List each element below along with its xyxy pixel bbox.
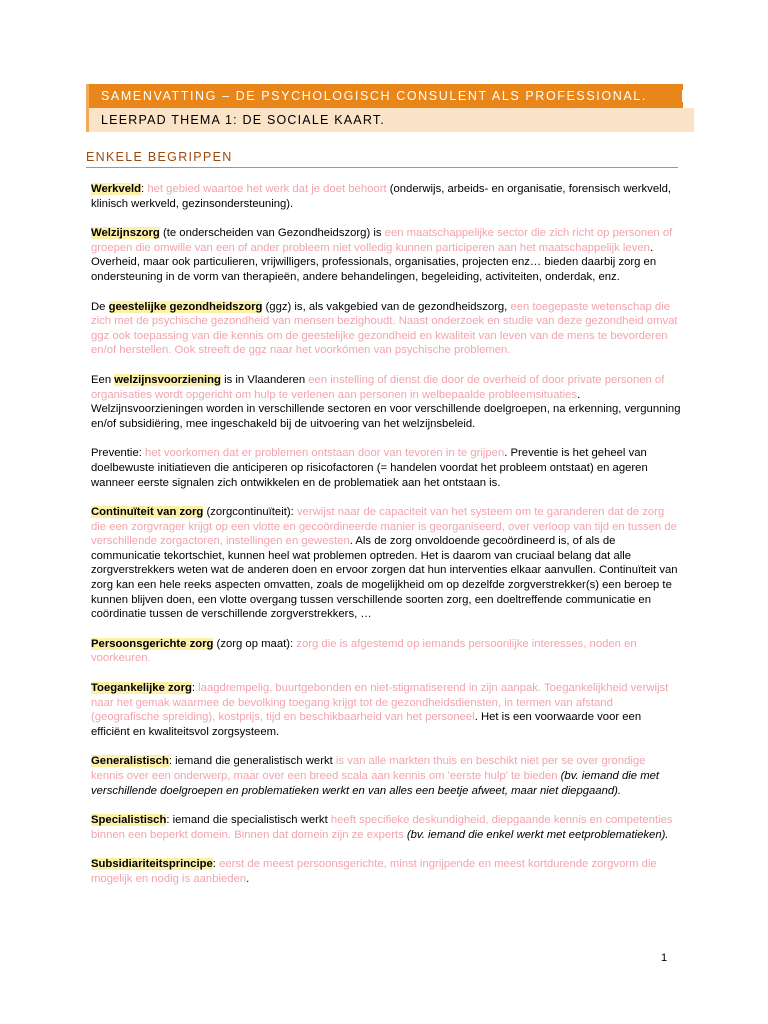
definition-ggz: een toegepaste wetenschap die zich met de psychische gezondheid van mensen bezighoudt. Naast onderzoek en studie van deze gezondheid omvat ggz ook toepassing van die kennis om de geestelijke gezondheid en kwaliteit van leven van de mens te bevorderen en/of herstellen. Ook streeft de ggz naar het voorkómen van psychische problemen. xyxy=(91,300,678,357)
text-preventie-lead: Preventie: xyxy=(91,447,146,460)
term-welzijnsvoorziening: welzijnsvoorziening xyxy=(114,373,221,386)
document-subtitle: LEERPAD THEMA 1: DE SOCIALE KAART. xyxy=(101,113,385,127)
text-specialistisch-pre: : iemand die specialistisch werkt xyxy=(166,814,331,827)
definition-welzijnszorg: een maatschappelijke sector die zich richt op personen of groepen die omwille van een of ander probleem niet volledig kunnen participeren aan het maatschappelijk leven xyxy=(91,227,673,254)
term-toegankelijk: Toegankelijke zorg xyxy=(91,682,192,695)
text-persoonsgericht-pre: (zorg op maat): xyxy=(213,637,297,650)
example-generalistisch: (bv. iemand die met verschillende doelgroepen en problematieken werkt en van alles een beetje afweet, maar niet diepgaand). xyxy=(91,770,660,797)
text-welzijnsvoorziening-lead: Een xyxy=(91,373,115,386)
paragraph-generalistisch xyxy=(91,754,681,798)
definition-toegankelijk: laagdrempelig, buurtgebonden en niet-stigmatiserend in zijn aanpak. Toegankelijkheid verwijst naar het gemak waarmee de bevolking toegang krijgt tot de gezondheidsdiensten, in termen van afstand (geografische spreiding), kostprijs, tijd en beschikbaarheid van het personeel xyxy=(91,682,669,724)
separator: : xyxy=(212,858,220,871)
definition-welzijnsvoorziening: een instelling of dienst die door de overheid of door private personen of organisaties wordt opgericht om hulp te verlenen aan personen in welbepaalde probleemsituaties xyxy=(91,373,665,401)
document-title: SAMENVATTING – DE PSYCHOLOGISCH CONSULENT ALS PROFESSIONAL. xyxy=(101,89,647,103)
separator: : xyxy=(141,183,148,195)
definition-subsidiariteit: eerst de meest persoonsgerichte, minst ingrijpende en meest kortdurende zorgvorm die mogelijk en nodig is aanbieden xyxy=(91,858,657,885)
definition-persoonsgericht: zorg die is afgestemd op iemands persoonlijke interesses, noden en voorkeuren. xyxy=(91,637,637,665)
paragraph-subsidiariteit xyxy=(91,857,681,886)
text-welzijnszorg-pre: (te onderscheiden van Gezondheidszorg) is xyxy=(159,227,385,240)
title-bar xyxy=(86,84,682,108)
separator: : xyxy=(191,682,199,695)
text-welzijnsvoorziening-pre: is in Vlaanderen xyxy=(220,373,309,386)
page-number: 1 xyxy=(661,952,668,964)
term-subsidiariteit: Subsidiariteitsprincipe xyxy=(91,858,213,871)
text-werkveld: (onderwijs, arbeids- en organisatie, forensisch werkveld, klinisch werkveld, gezinsondersteuning). xyxy=(91,183,672,210)
term-continuiteit: Continuïteit van zorg xyxy=(91,506,204,519)
title-bar-edge xyxy=(682,84,694,108)
term-generalistisch: Generalistisch xyxy=(91,755,169,768)
definition-generalistisch: is van alle markten thuis en beschikt niet per se over grondige kennis over een onderwerp, maar over een breed scala aan kennis om 'eerste hulp' te bieden xyxy=(91,755,646,782)
text-continuiteit: . Als de zorg onvoldoende gecoördineerd is, of als de communicatie tekortschiet, kunnen heel wat problemen optreden. Het is daarom van cruciaal belang dat alle zorgverstrekkers weten wat de anderen doen en ervoor zorgen dat hun interventies elkaar aanvullen. Continuïteit van zorg kan een hele reeks aspecten omvatten, zoals de mogelijkheid om op dezelfde zorgverstrekker(s) een beroep te kunnen blijven doen, een vlotte overgang tussen verschillende soorten zorg, een doeltreffende communicatie en coördinatie tussen de verschillende zorgverstrekkers, … xyxy=(91,535,678,621)
section-heading: ENKELE BEGRIPPEN xyxy=(86,150,678,168)
paragraph-persoonsgericht xyxy=(91,637,681,666)
text-welzijnsvoorziening: . Welzijnsvoorzieningen worden in verschillende sectoren en voor verschillende doelgroepen, na erkenning, vergunning en/of subsidiëring, mee ingeschakeld bij de uitvoering van het welzijnsbeleid. xyxy=(91,388,681,430)
paragraph-ggz xyxy=(91,300,681,358)
example-specialistisch: (bv. iemand die enkel werkt met eetproblematieken). xyxy=(403,828,669,841)
text-subsidiariteit: . xyxy=(246,872,250,885)
definition-preventie: het voorkomen dat er problemen ontstaan door van tevoren in te grijpen xyxy=(145,447,505,460)
paragraph-welzijnsvoorziening xyxy=(91,373,681,431)
term-ggz: geestelijke gezondheidszorg xyxy=(108,300,263,313)
definition-continuiteit: verwijst naar de capaciteit van het systeem om te garanderen dat de zorg die een zorgvrager krijgt op een vlotte en gecoördineerde manier is georganiseerd, over verloop van tijd en tussen de verschillende zorgactoren, instellingen en gewesten xyxy=(91,506,677,548)
text-ggz-pre: (ggz) is, als vakgebied van de gezondheidszorg, xyxy=(262,300,511,313)
text-welzijnszorg: . Overheid, maar ook particulieren, vrijwilligers, professionals, organisaties, projecten enz… bieden daarbij zorg en ondersteuning in de vorm van therapieën, andere behandelingen, begeleiding, activiteiten, onderdak, enz. xyxy=(91,241,657,283)
text-continuiteit-pre: (zorgcontinuïteit): xyxy=(203,506,297,519)
term-specialistisch: Specialistisch xyxy=(91,814,167,827)
text-ggz-lead: De xyxy=(91,300,109,313)
subtitle-bar xyxy=(86,108,694,132)
term-persoonsgericht: Persoonsgerichte zorg xyxy=(91,637,214,650)
text-preventie: . Preventie is het geheel van doelbewuste initiatieven die anticiperen op risicofactoren (= handelen voordat het probleem ontstaat) en ageren wanneer eerste signalen zich ontwikkelen en de problematiek aan het ontstaan is. xyxy=(91,447,648,489)
paragraph-continuiteit xyxy=(91,505,681,622)
definition-specialistisch: heeft specifieke deskundigheid, diepgaande kennis en competenties binnen een beperkt domein. Binnen dat domein zijn ze experts xyxy=(91,814,673,841)
term-welzijnszorg: Welzijnszorg xyxy=(91,227,160,240)
text-toegankelijk: . Het is een voorwaarde voor een efficiënt en kwaliteitsvol zorgsysteem. xyxy=(91,711,642,738)
paragraph-toegankelijk xyxy=(91,681,681,739)
paragraph-preventie xyxy=(91,446,681,490)
paragraph-specialistisch xyxy=(91,813,681,842)
text-generalistisch-pre: : iemand die generalistisch werkt xyxy=(168,755,336,768)
paragraph-werkveld xyxy=(91,182,681,211)
term-werkveld: Werkveld xyxy=(91,183,142,195)
definition-werkveld: het gebied waartoe het werk dat je doet behoort xyxy=(147,183,387,195)
definitions-list xyxy=(91,182,681,902)
paragraph-welzijnszorg xyxy=(91,226,681,284)
